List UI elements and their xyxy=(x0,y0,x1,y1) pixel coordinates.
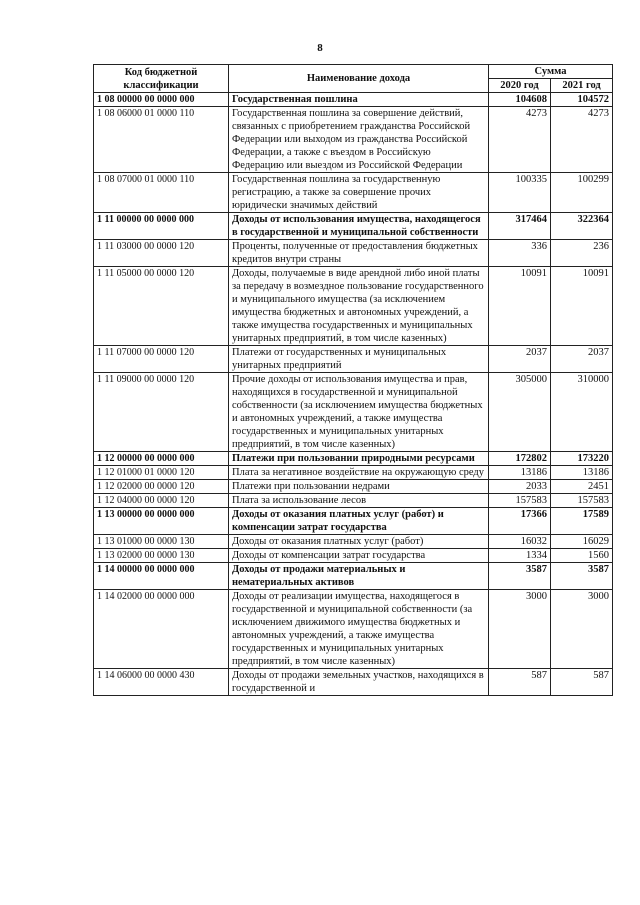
table-row xyxy=(94,563,613,590)
cell-2021: 100299 xyxy=(551,173,613,213)
table-row xyxy=(94,373,613,452)
cell-2021: 2037 xyxy=(551,346,613,373)
table-row xyxy=(94,669,613,696)
cell-2020: 4273 xyxy=(489,107,551,173)
cell-2020: 17366 xyxy=(489,508,551,535)
header-year-2020: 2020 год xyxy=(489,79,551,93)
cell-code: 1 12 04000 00 0000 120 xyxy=(94,494,229,508)
cell-2021: 2451 xyxy=(551,480,613,494)
table-row xyxy=(94,173,613,213)
table-row xyxy=(94,535,613,549)
cell-2020: 13186 xyxy=(489,466,551,480)
table-row xyxy=(94,107,613,173)
cell-code: 1 11 00000 00 0000 000 xyxy=(94,213,229,240)
cell-2021: 3587 xyxy=(551,563,613,590)
cell-2021: 16029 xyxy=(551,535,613,549)
cell-2020: 10091 xyxy=(489,267,551,346)
cell-2021: 173220 xyxy=(551,452,613,466)
table-row xyxy=(94,240,613,267)
cell-2021: 13186 xyxy=(551,466,613,480)
cell-2021: 157583 xyxy=(551,494,613,508)
cell-2020: 3000 xyxy=(489,590,551,669)
cell-2020: 336 xyxy=(489,240,551,267)
cell-2020: 172802 xyxy=(489,452,551,466)
table-row xyxy=(94,213,613,240)
page-number: 8 xyxy=(317,42,323,54)
cell-2020: 2033 xyxy=(489,480,551,494)
cell-code: 1 08 00000 00 0000 000 xyxy=(94,93,229,107)
cell-code: 1 14 06000 00 0000 430 xyxy=(94,669,229,696)
cell-name: Доходы от продажи материальных и нематериальных активов xyxy=(229,563,489,590)
cell-name: Доходы от реализации имущества, находящегося в государственной и муниципальной собственности (за исключением движимого имущества бюджетных и автономных учреждений, а также имущества государственных и муниципальных унитарных предприятий, в том числе казенных) xyxy=(229,590,489,669)
cell-name: Государственная пошлина xyxy=(229,93,489,107)
revenue-table xyxy=(93,64,613,696)
cell-2020: 157583 xyxy=(489,494,551,508)
cell-name: Платежи при пользовании недрами xyxy=(229,480,489,494)
cell-2020: 3587 xyxy=(489,563,551,590)
cell-name: Платежи от государственных и муниципальных унитарных предприятий xyxy=(229,346,489,373)
cell-2020: 2037 xyxy=(489,346,551,373)
cell-code: 1 12 00000 00 0000 000 xyxy=(94,452,229,466)
table-row xyxy=(94,549,613,563)
cell-name: Доходы от оказания платных услуг (работ) и компенсации затрат государства xyxy=(229,508,489,535)
cell-2021: 10091 xyxy=(551,267,613,346)
cell-2020: 317464 xyxy=(489,213,551,240)
header-name: Наименование дохода xyxy=(229,65,489,93)
cell-2020: 1334 xyxy=(489,549,551,563)
cell-2021: 3000 xyxy=(551,590,613,669)
cell-code: 1 08 06000 01 0000 110 xyxy=(94,107,229,173)
table-row xyxy=(94,480,613,494)
cell-name: Плата за использование лесов xyxy=(229,494,489,508)
table-row xyxy=(94,590,613,669)
table-row xyxy=(94,452,613,466)
cell-2021: 104572 xyxy=(551,93,613,107)
cell-code: 1 08 07000 01 0000 110 xyxy=(94,173,229,213)
cell-2021: 17589 xyxy=(551,508,613,535)
cell-code: 1 12 02000 00 0000 120 xyxy=(94,480,229,494)
table-row xyxy=(94,494,613,508)
header-code: Код бюджетной классификации xyxy=(94,65,229,93)
cell-code: 1 13 02000 00 0000 130 xyxy=(94,549,229,563)
cell-2020: 16032 xyxy=(489,535,551,549)
cell-name: Доходы от использования имущества, находящегося в государственной и муниципальной собственности xyxy=(229,213,489,240)
cell-2021: 322364 xyxy=(551,213,613,240)
table-row xyxy=(94,508,613,535)
cell-name: Государственная пошлина за совершение действий, связанных с приобретением гражданства Российской Федерации или выходом из гражданства Российской Федерации, а также с въездом в Российскую Федерацию или выездом из Российской Федерации xyxy=(229,107,489,173)
cell-2020: 587 xyxy=(489,669,551,696)
cell-code: 1 13 00000 00 0000 000 xyxy=(94,508,229,535)
cell-code: 1 14 00000 00 0000 000 xyxy=(94,563,229,590)
cell-2021: 310000 xyxy=(551,373,613,452)
cell-code: 1 11 03000 00 0000 120 xyxy=(94,240,229,267)
cell-name: Государственная пошлина за государственную регистрацию, а также за совершение прочих юридически значимых действий xyxy=(229,173,489,213)
cell-code: 1 11 09000 00 0000 120 xyxy=(94,373,229,452)
table-row xyxy=(94,267,613,346)
cell-code: 1 14 02000 00 0000 000 xyxy=(94,590,229,669)
table-body xyxy=(94,93,613,696)
cell-2021: 1560 xyxy=(551,549,613,563)
header-sum: Сумма xyxy=(489,65,613,79)
cell-2021: 236 xyxy=(551,240,613,267)
cell-code: 1 11 05000 00 0000 120 xyxy=(94,267,229,346)
cell-code: 1 11 07000 00 0000 120 xyxy=(94,346,229,373)
header-year-2021: 2021 год xyxy=(551,79,613,93)
cell-name: Доходы, получаемые в виде арендной либо иной платы за передачу в возмездное пользование государственного и муниципального имущества (за исключением имущества бюджетных и автономных учреждений, а также имущества государственных и муниципальных унитарных предприятий, в том числе казенных) xyxy=(229,267,489,346)
cell-code: 1 13 01000 00 0000 130 xyxy=(94,535,229,549)
cell-2021: 587 xyxy=(551,669,613,696)
cell-code: 1 12 01000 01 0000 120 xyxy=(94,466,229,480)
cell-name: Доходы от продажи земельных участков, находящихся в государственной и xyxy=(229,669,489,696)
table-row xyxy=(94,346,613,373)
cell-name: Платежи при пользовании природными ресурсами xyxy=(229,452,489,466)
cell-name: Прочие доходы от использования имущества и прав, находящихся в государственной и муниципальной собственности (за исключением имущества бюджетных и автономных учреждений, а также имущества государственных и муниципальных унитарных предприятий, в том числе казенных) xyxy=(229,373,489,452)
cell-2020: 104608 xyxy=(489,93,551,107)
table-row xyxy=(94,466,613,480)
cell-2020: 305000 xyxy=(489,373,551,452)
cell-2021: 4273 xyxy=(551,107,613,173)
cell-name: Проценты, полученные от предоставления бюджетных кредитов внутри страны xyxy=(229,240,489,267)
cell-2020: 100335 xyxy=(489,173,551,213)
cell-name: Доходы от компенсации затрат государства xyxy=(229,549,489,563)
cell-name: Плата за негативное воздействие на окружающую среду xyxy=(229,466,489,480)
cell-name: Доходы от оказания платных услуг (работ) xyxy=(229,535,489,549)
table-row xyxy=(94,93,613,107)
